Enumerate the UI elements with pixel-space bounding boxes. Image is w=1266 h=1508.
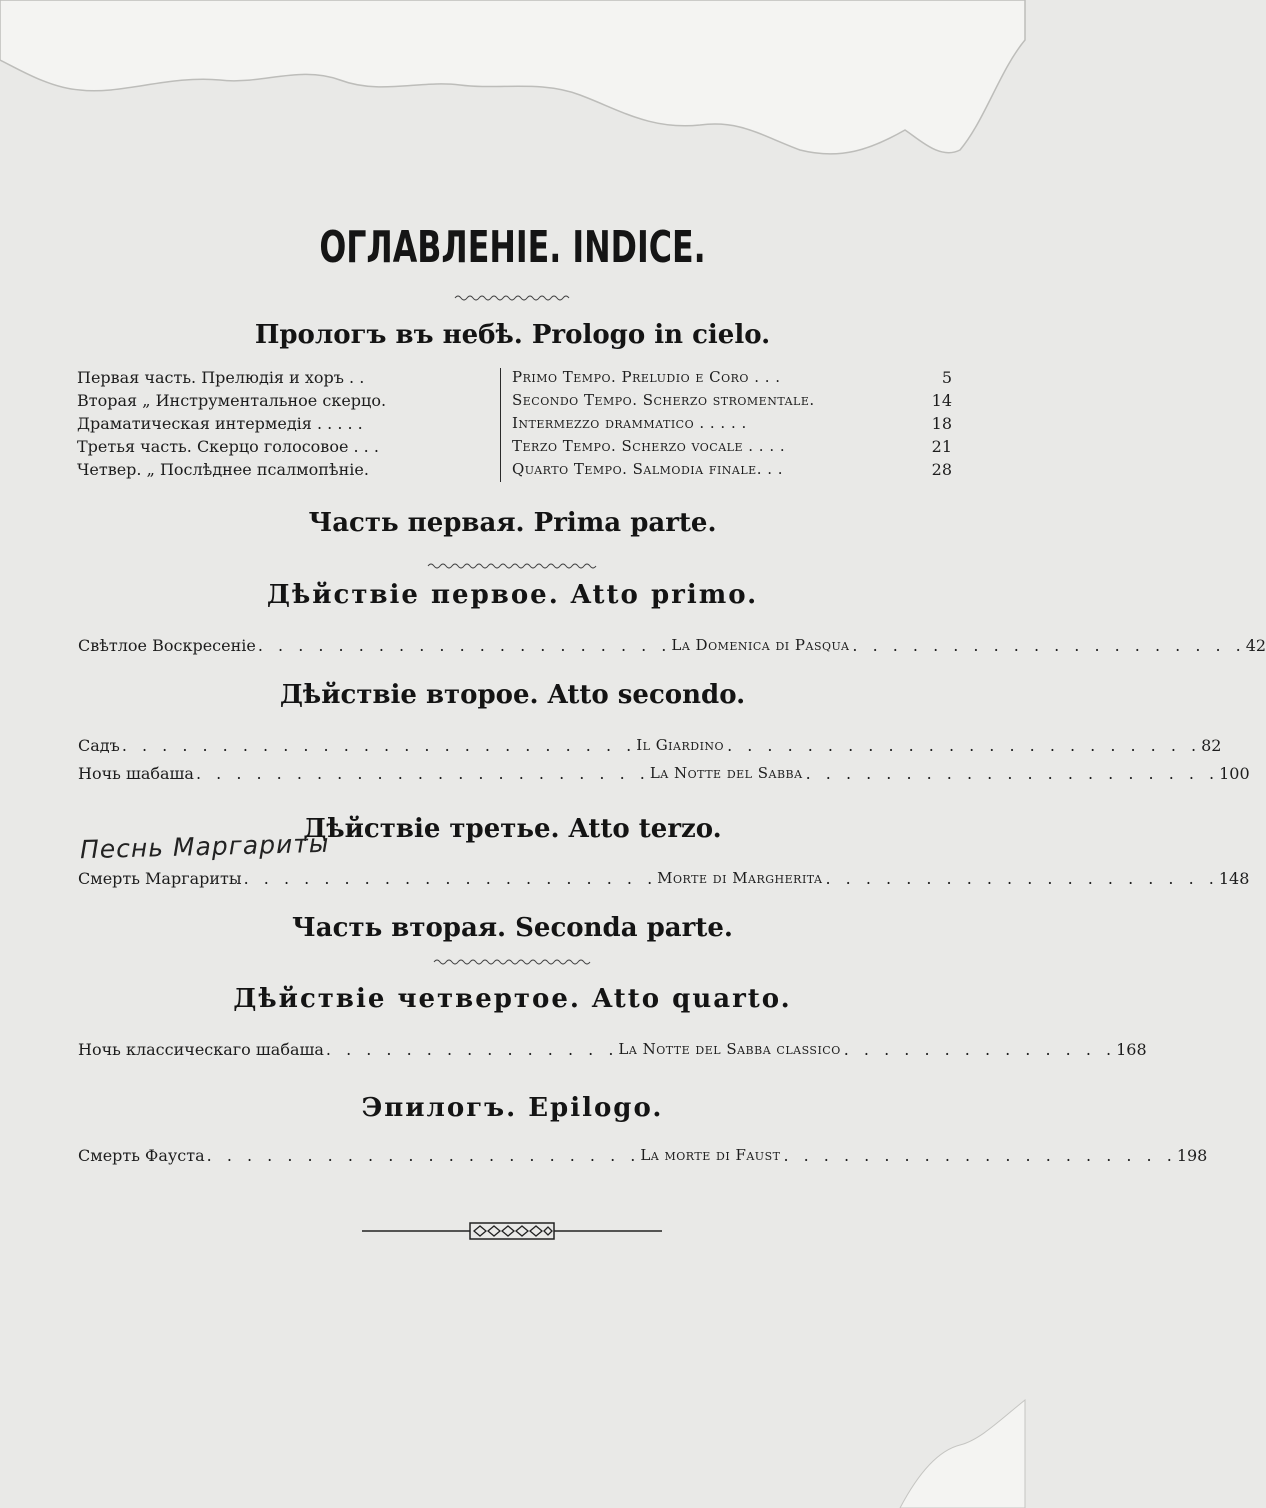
prologue-row: Третья часть. Скерцо голосовое . . . [77,437,379,456]
part1-heading: Часть первая. Prima parte. [308,508,717,538]
act2-heading: Дѣйствіе второе. Atto secondo. [279,680,746,710]
ornament-divider [362,1216,662,1246]
toc-entry: Ночь шабаша . . . . . . . . . . . . . . . . . . . . . . . La Notte del Sabba . . . . . . . . . . . . . . . . . . . . . 100 [78,764,1250,783]
prologue-row: Intermezzo drammatico . . . . . 18 [512,414,952,433]
column-divider [500,368,501,482]
prologue-row: Terzo Tempo. Scherzo vocale . . . . 21 [512,437,952,456]
prologue-row: Quarto Tempo. Salmodia finale. . . 28 [512,460,952,479]
wavy-divider [428,561,598,571]
act1-heading: Дѣйствіе первое. Atto primo. [266,580,759,610]
prologue-row: Драматическая интермедія . . . . . [77,414,363,433]
prologue-heading: Прологъ въ небѣ. Prologo in cielo. [254,320,771,350]
toc-entry: Смерть Фауста . . . . . . . . . . . . . . . . . . . . . . La morte di Faust . . . . . . . . . . . . . . . . . . . . 198 [78,1146,1208,1165]
toc-entry: Свѣтлое Воскресеніе . . . . . . . . . . . . . . . . . . . . . La Domenica di Pasqua . . . . . . . . . . . . . . . . . . . . 42 [78,636,1266,655]
wavy-divider [434,957,594,967]
prologue-row: Primo Tempo. Preludio e Coro . . . 5 [512,368,952,387]
part2-heading: Часть вторая. Seconda parte. [292,913,733,943]
prologue-italian-column [512,366,952,481]
prologue-row: Первая часть. Прелюдія и хоръ . . [77,368,365,387]
toc-entry: Садъ . . . . . . . . . . . . . . . . . . . . . . . . . . Il Giardino . . . . . . . . . . . . . . . . . . . . . . . . 82 [78,736,1222,755]
epilogue-heading: Эпилогъ. Epilogo. [361,1093,664,1123]
prologue-row: Вторая „ Инструментальное скерцо. [77,391,387,410]
prologue-row: Secondo Tempo. Scherzo stromentale. 14 [512,391,952,410]
toc-entry: Ночь классическаго шабаша . . . . . . . . . . . . . . . La Notte del Sabba classico . . . . . . . . . . . . . . 168 [78,1040,1147,1059]
wavy-divider [455,293,571,303]
act3-heading: Дѣйствіе третье. Atto terzo. [303,814,722,844]
act4-heading: Дѣйствіе четвертое. Atto quarto. [233,984,792,1014]
prologue-russian-column [77,366,501,481]
prologue-row: Четвер. „ Послѣднее псалмопѣніе. [77,460,369,479]
handwritten-note: Песнь Маргариты [79,828,330,865]
page-title: ОГЛАВЛЕНІЕ. INDICE. [319,222,706,273]
toc-entry: Смерть Маргариты . . . . . . . . . . . . . . . . . . . . . Morte di Margherita . . . . . . . . . . . . . . . . . . . . 148 [78,869,1250,888]
